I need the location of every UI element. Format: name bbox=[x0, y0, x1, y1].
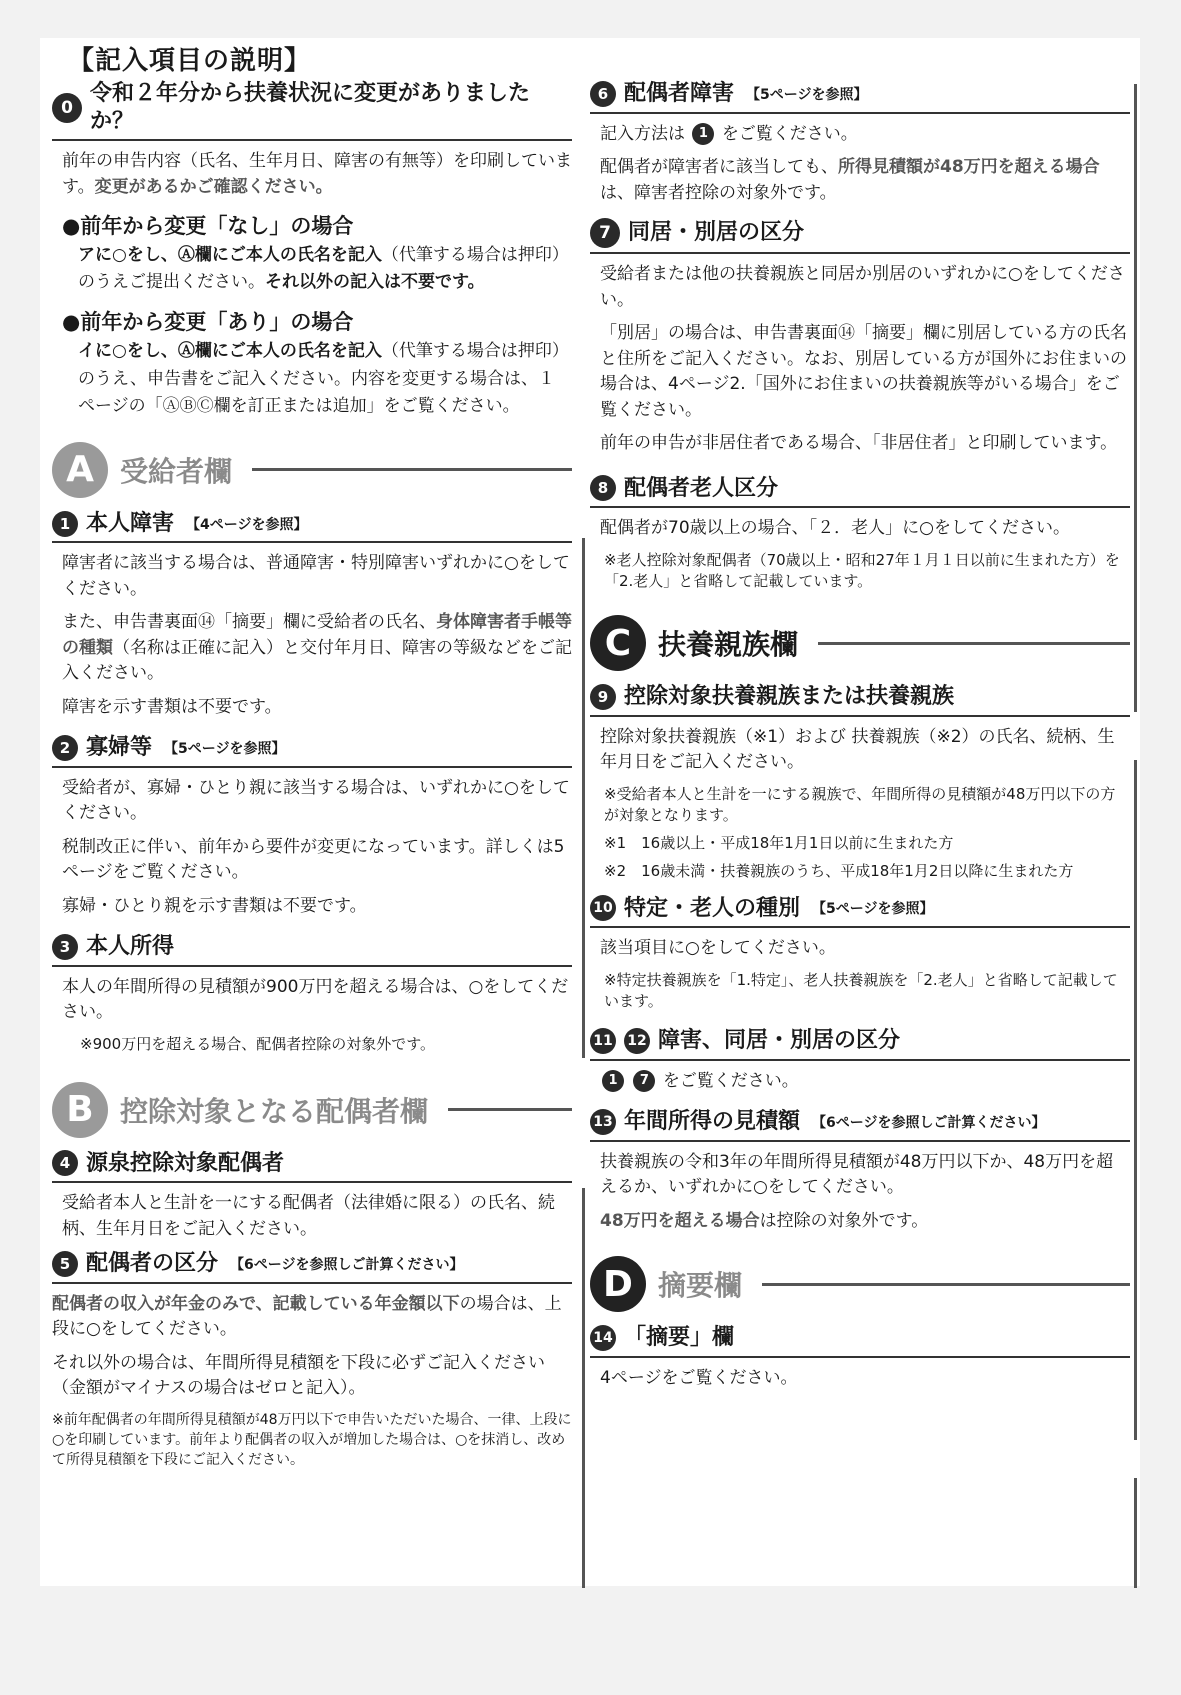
section-9 bbox=[590, 683, 1130, 883]
section-0-yes-a: イに○をし、 bbox=[78, 341, 178, 362]
section-11-12-title: 障害、同居・別居の区分 bbox=[658, 1028, 901, 1053]
section-6 bbox=[590, 80, 1130, 206]
section-11-ref-a: 1 bbox=[602, 1070, 624, 1092]
section-10-title: 特定・老人の種別 bbox=[624, 895, 801, 921]
section-12-number: 12 bbox=[624, 1028, 650, 1054]
section-2-p2: 税制改正に伴い、前年から要件が変更になっています。詳しくは5ページをご覧ください。 bbox=[62, 836, 565, 883]
section-1-number: 1 bbox=[52, 511, 78, 537]
section-8-note: ※老人控除対象配偶者（70歳以上・昭和27年１月１日以前に生まれた方）を「2.老人」と省略して記載しています。 bbox=[604, 550, 1120, 591]
section-7-p3: 前年の申告が非居住者である場合、「非居住者」と印刷しています。 bbox=[600, 433, 1118, 453]
section-10-p1: 該当項目に○をしてください。 bbox=[600, 938, 836, 958]
section-6-ref: 【5ページを参照】 bbox=[746, 86, 868, 103]
section-1 bbox=[52, 510, 572, 721]
section-14-header bbox=[590, 1324, 1130, 1358]
section-7-header bbox=[590, 218, 1130, 254]
section-0-intro bbox=[62, 149, 572, 200]
section-3-note: ※900万円を超える場合、配偶者控除の対象外です。 bbox=[80, 1034, 436, 1053]
section-13-p1: 扶養親族の令和3年の年間所得見積額が48万円以下か、48万円を超えるか、いずれかに○をしてください。 bbox=[600, 1151, 1114, 1197]
section-2-header bbox=[52, 734, 572, 768]
section-7-title: 同居・別居の区分 bbox=[628, 220, 805, 246]
band-b bbox=[52, 1082, 572, 1138]
section-13-p2a: 48万円を超える場合 bbox=[600, 1210, 760, 1231]
section-0-intro-a: 前年の申告内容（氏名、生年月日、障害の有無等）を印刷しています。 bbox=[62, 151, 572, 197]
divider-left-upper bbox=[582, 538, 585, 1058]
section-10-note: ※特定扶養親族を「1.特定」、老人扶養親族を「2.老人」と省略して記載しています。 bbox=[604, 970, 1118, 1011]
section-9-title: 控除対象扶養親族または扶養親族 bbox=[624, 684, 955, 709]
section-4 bbox=[52, 1150, 572, 1243]
section-3-title: 本人所得 bbox=[86, 934, 175, 960]
section-5-note: ※前年配偶者の年間所得見積額が48万円以下で申告いただいた場合、一律、上段に○を印刷しています。前年より配偶者の収入が増加した場合は、○を抹消し、改めて所得見積額を下段にご記入ください。 bbox=[52, 1411, 572, 1469]
section-3-header bbox=[52, 933, 572, 967]
section-0-none-a: アに○をし、Ⓐ欄にご本人の氏名を記入 bbox=[78, 245, 382, 265]
section-4-header bbox=[52, 1150, 572, 1184]
section-9-note2: ※2 16歳未満・扶養親族のうち、平成18年1月2日以降に生まれた方 bbox=[604, 861, 1074, 880]
section-13-p2 bbox=[600, 1209, 1130, 1235]
band-c bbox=[590, 615, 1130, 671]
section-0-yes-b: Ⓐ欄にご本人の氏名を記入 bbox=[177, 341, 382, 362]
band-c-line bbox=[818, 642, 1130, 645]
section-0 bbox=[52, 80, 572, 420]
section-14-title: 「摘要」欄 bbox=[624, 1325, 735, 1350]
section-1-title: 本人障害 bbox=[86, 510, 175, 536]
section-6-p2c: は、障害者控除の対象外です。 bbox=[600, 182, 837, 203]
section-6-p1 bbox=[600, 122, 1130, 148]
band-d-badge: D bbox=[590, 1256, 646, 1312]
section-6-p2b: 所得見積額が48万円を超える場合 bbox=[838, 157, 1100, 177]
section-1-p2 bbox=[62, 610, 572, 687]
section-5-p1a: 配偶者の収入が年金のみで、記載している年金額以下 bbox=[52, 1293, 460, 1314]
section-7 bbox=[590, 218, 1130, 457]
section-6-header bbox=[590, 80, 1130, 114]
section-5-header bbox=[52, 1250, 572, 1284]
section-1-p2a: また、申告書裏面⑭「摘要」欄に受給者の氏名、 bbox=[62, 612, 436, 633]
section-9-note0: ※受給者本人と生計を一にする親族で、年間所得の見積額が48万円以下の方が対象となります。 bbox=[604, 784, 1116, 825]
section-8-title: 配偶者老人区分 bbox=[624, 475, 779, 501]
section-13-p2b: は控除の対象外です。 bbox=[759, 1210, 929, 1231]
section-5-p1 bbox=[52, 1292, 572, 1343]
section-13-header bbox=[590, 1108, 1130, 1142]
section-4-title: 源泉控除対象配偶者 bbox=[86, 1150, 285, 1176]
section-11-number: 11 bbox=[590, 1028, 616, 1054]
band-d-line bbox=[762, 1283, 1130, 1286]
section-0-none-text bbox=[78, 242, 572, 296]
section-6-title: 配偶者障害 bbox=[624, 81, 735, 106]
section-11-ref-b: 7 bbox=[633, 1070, 655, 1092]
section-0-yes-c: （代筆する場合は押印）のうえ、申告書をご記入ください。内容を変更する場合は、１ページの「ⒶⒷⒸ欄を訂正または追加」をご覧ください。 bbox=[78, 341, 569, 416]
band-b-line bbox=[448, 1108, 572, 1111]
section-5 bbox=[52, 1250, 572, 1470]
section-11-12 bbox=[590, 1027, 1130, 1094]
band-b-title: 控除対象となる配偶者欄 bbox=[120, 1094, 429, 1128]
section-0-none-c: それ以外の記入は不要です。 bbox=[265, 272, 485, 293]
section-9-note1: ※1 16歳以上・平成18年1月1日以前に生まれた方 bbox=[604, 834, 954, 852]
page-title: 【記入項目の説明】 bbox=[68, 46, 312, 76]
section-0-none-heading: ●前年から変更「なし」の場合 bbox=[62, 214, 354, 238]
section-14-p1: 4ページをご覧ください。 bbox=[600, 1367, 798, 1388]
section-7-p1: 受給者または他の扶養親族と同居か別居のいずれかに○をしてください。 bbox=[600, 264, 1125, 310]
section-7-p2: 「別居」の場合は、申告書裏面⑭「摘要」欄に別居している方の氏名と住所をご記入ください。なお、別居している方が国外にお住まいの場合は、4ページ2.「国外にお住まいの扶養親族等がいる場合」をご覧ください。 bbox=[600, 323, 1127, 420]
section-2-p3: 寡婦・ひとり親を示す書類は不要です。 bbox=[62, 895, 367, 916]
section-2-ref: 【5ページを参照】 bbox=[164, 741, 286, 758]
section-5-ref: 【6ページを参照しご計算ください】 bbox=[230, 1256, 464, 1273]
section-6-p2 bbox=[600, 155, 1130, 206]
section-8-header bbox=[590, 475, 1130, 509]
section-10-header bbox=[590, 895, 1130, 929]
section-1-ref: 【4ページを参照】 bbox=[186, 516, 308, 533]
section-3-number: 3 bbox=[52, 934, 78, 960]
band-a-line bbox=[252, 468, 572, 471]
section-14 bbox=[590, 1324, 1130, 1391]
section-8-p1: 配偶者が70歳以上の場合、「２．老人」に○をしてください。 bbox=[600, 518, 1070, 538]
divider-right-mid bbox=[1134, 760, 1137, 1440]
section-9-p1: 控除対象扶養親族（※1）および 扶養親族（※2）の氏名、続柄、生年月日をご記入ください。 bbox=[600, 726, 1115, 772]
band-d-title: 摘要欄 bbox=[658, 1269, 743, 1302]
section-2-p1: 受給者が、寡婦・ひとり親に該当する場合は、いずれかに○をしてください。 bbox=[62, 777, 570, 824]
section-9-header bbox=[590, 683, 1130, 717]
band-a bbox=[52, 442, 572, 498]
section-0-none-b: （代筆する場合は押印）のうえご提出ください。 bbox=[78, 245, 569, 293]
divider-right-lower bbox=[1134, 1478, 1137, 1588]
section-0-header bbox=[52, 80, 572, 141]
left-column bbox=[52, 80, 572, 1477]
band-c-title: 扶養親族欄 bbox=[658, 628, 799, 661]
band-a-badge: A bbox=[52, 442, 108, 498]
section-5-p2: それ以外の場合は、年間所得見積額を下段に必ずご記入ください（金額がマイナスの場合はゼロと記入）。 bbox=[52, 1352, 545, 1399]
section-9-number: 9 bbox=[590, 684, 616, 710]
section-10-ref: 【5ページを参照】 bbox=[812, 901, 934, 918]
section-1-p2c: （名称は正確に記入）と交付年月日、障害の等級などをご記入ください。 bbox=[62, 637, 572, 684]
section-2-number: 2 bbox=[52, 735, 78, 761]
section-1-p1: 障害者に該当する場合は、普通障害・特別障害いずれかに○をしてください。 bbox=[62, 553, 570, 599]
section-0-yes-heading: ●前年から変更「あり」の場合 bbox=[62, 310, 354, 335]
section-2 bbox=[52, 734, 572, 919]
section-4-number: 4 bbox=[52, 1150, 78, 1176]
right-column bbox=[590, 80, 1130, 1399]
section-2-title: 寡婦等 bbox=[86, 735, 153, 761]
section-13-ref: 【6ページを参照しご計算ください】 bbox=[812, 1114, 1046, 1131]
section-8-number: 8 bbox=[590, 475, 616, 501]
section-3 bbox=[52, 933, 572, 1055]
section-3-p1: 本人の年間所得の見積額が900万円を超える場合は、○をしてください。 bbox=[62, 976, 569, 1023]
section-7-number: 7 bbox=[590, 218, 620, 248]
section-14-number: 14 bbox=[590, 1325, 616, 1351]
section-0-yes-text bbox=[78, 338, 572, 420]
section-0-intro-b: 変更があるかご確認ください。 bbox=[94, 176, 333, 197]
band-c-badge: C bbox=[590, 615, 646, 671]
section-11-12-text: をご覧ください。 bbox=[662, 1070, 799, 1091]
band-a-title: 受給者欄 bbox=[120, 454, 233, 488]
section-5-number: 5 bbox=[52, 1251, 78, 1277]
section-8 bbox=[590, 475, 1130, 594]
section-4-p1: 受給者本人と生計を一にする配偶者（法律婚に限る）の氏名、続柄、生年月日をご記入ください。 bbox=[62, 1193, 555, 1239]
section-1-header bbox=[52, 510, 572, 544]
section-6-p1b: をご覧ください。 bbox=[721, 123, 858, 144]
band-b-badge: B bbox=[52, 1082, 108, 1138]
section-0-number: 0 bbox=[52, 93, 82, 123]
divider-left-lower bbox=[582, 1188, 585, 1588]
section-1-p3: 障害を示す書類は不要です。 bbox=[62, 696, 282, 717]
section-11-12-p1 bbox=[600, 1069, 1130, 1095]
section-1-p2b: 身体障害者手帳等の種類 bbox=[62, 612, 572, 658]
section-13-title: 年間所得の見積額 bbox=[624, 1109, 801, 1134]
section-10 bbox=[590, 895, 1130, 1014]
section-6-number: 6 bbox=[590, 81, 616, 107]
section-11-12-header bbox=[590, 1027, 1130, 1061]
section-6-inline-num: 1 bbox=[692, 123, 714, 145]
band-d bbox=[590, 1256, 1130, 1312]
section-13 bbox=[590, 1108, 1130, 1234]
section-6-p1a: 記入方法は bbox=[600, 123, 685, 144]
section-10-number: 10 bbox=[590, 895, 616, 921]
divider-right-upper bbox=[1134, 84, 1137, 712]
section-5-title: 配偶者の区分 bbox=[86, 1251, 219, 1277]
section-5-p1b: の場合は、上段に○をしてください。 bbox=[52, 1293, 562, 1340]
section-13-number: 13 bbox=[590, 1109, 616, 1135]
section-6-p2a: 配偶者が障害者に該当しても、 bbox=[600, 157, 838, 177]
section-0-title: 令和２年分から扶養状況に変更がありましたか？ bbox=[90, 81, 531, 134]
